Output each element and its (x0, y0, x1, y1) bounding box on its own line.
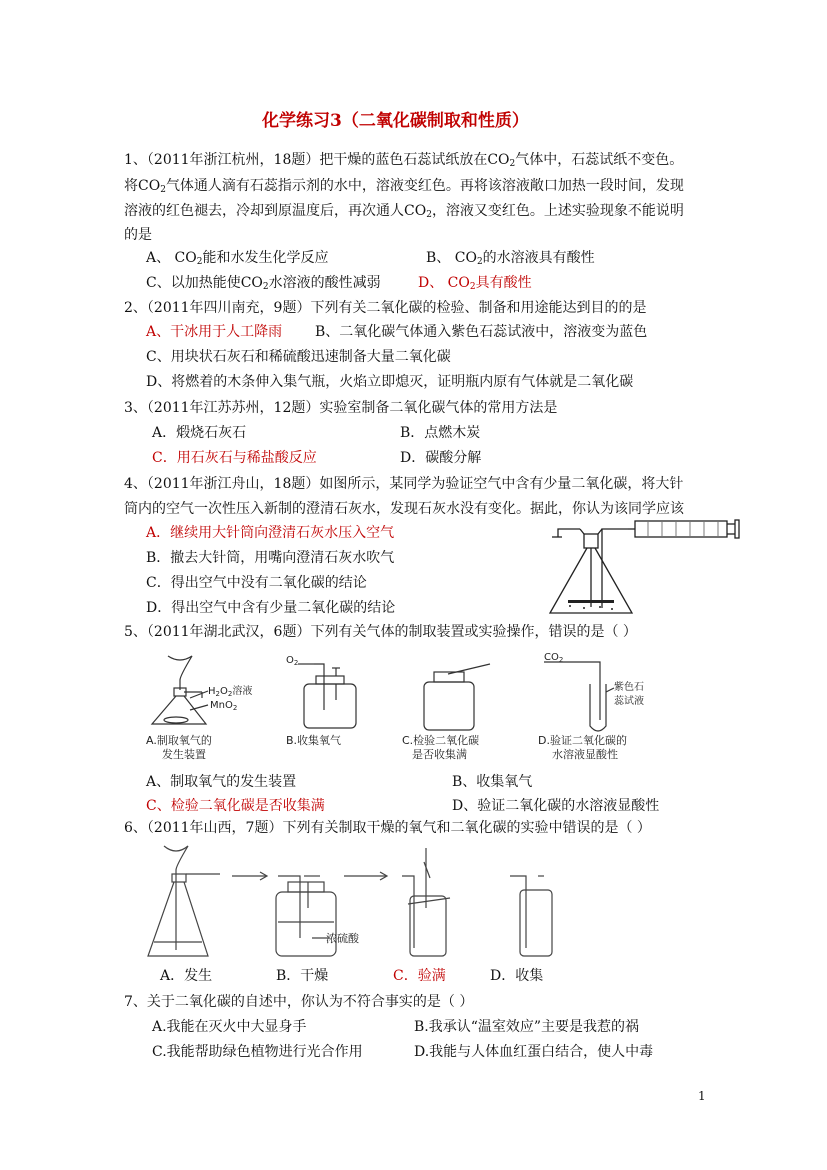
q5-option-d: D、验证二氧化碳的水溶液显酸性 (452, 798, 660, 814)
q6-option-a: A．发生 (160, 968, 213, 984)
q6-option-b: B．干燥 (276, 968, 329, 984)
q3-option-d: D．碳酸分解 (400, 450, 482, 466)
svg-text:B.收集氧气: B.收集氧气 (286, 734, 342, 747)
q5-option-c: C、检验二氧化碳是否收集满 (146, 798, 325, 814)
q1-option-a: A、 $CO_2$能和水发生化学反应 (146, 250, 329, 267)
q2-option-a: A、干冰用于人工降雨 (146, 324, 283, 340)
svg-text:MnO2: MnO$_2$ (210, 700, 238, 712)
q6-option-d: D．收集 (490, 968, 544, 984)
svg-text:是否收集满: 是否收集满 (412, 748, 467, 761)
svg-text:浓硫酸: 浓硫酸 (326, 932, 359, 945)
q1-option-c: C、以加热能使$CO_2$水溶液的酸性减弱 (146, 275, 381, 292)
q4-option-a: A．继续用大针筒向澄清石灰水压入空气 (146, 525, 395, 541)
page-title: 化学练习3（二氧化碳制取和性质） (262, 111, 529, 131)
q1-line1: 1、（2011年浙江杭州，18题）把干燥的蓝色石蕊试纸放在$CO_2$气体中，石蕊试纸不变色。 (124, 152, 684, 169)
q7-option-b: B.我承认“温室效应”主要是我惹的祸 (414, 1019, 640, 1035)
q6-stem: 6、（2011年山西，7题）下列有关制取干燥的氧气和二氧化碳的实验中错误的是（ ） (124, 820, 651, 836)
svg-text:CO2: $CO_2$ (544, 652, 564, 664)
svg-text:O2: $O_2$ (286, 655, 299, 667)
q7-option-d: D.我能与人体血红蛋白结合，使人中毒 (414, 1044, 654, 1060)
svg-text:水溶液显酸性: 水溶液显酸性 (552, 748, 618, 761)
q3-option-b: B．点燃木炭 (400, 425, 481, 441)
q5-option-b: B、收集氧气 (452, 774, 533, 790)
q2-stem: 2、（2011年四川南充，9题）下列有关二氧化碳的检验、制备和用途能达到目的的是 (124, 300, 647, 316)
q5-apparatus-figure (140, 650, 670, 770)
page-number: 1 (698, 1089, 706, 1103)
q2-option-b: B、二氧化碳气体通入紫色石蕊试液中，溶液变为蓝色 (315, 324, 648, 340)
q4-apparatus-figure (540, 512, 740, 622)
q2-option-d: D、将燃着的木条伸入集气瓶，火焰立即熄灭，证明瓶内原有气体就是二氧化碳 (146, 374, 634, 390)
svg-text:紫色石: 紫色石 (614, 682, 644, 693)
q5-stem: 5、（2011年湖北武汉，6题）下列有关气体的制取装置或实验操作，错误的是（ ） (124, 624, 637, 640)
q1-line2: 将$CO_2$气体通人滴有石蕊指示剂的水中，溶液变红色。再将该溶液敞口加热一段时间，发现 (124, 178, 684, 195)
svg-text:C.检验二氧化碳: C.检验二氧化碳 (402, 734, 480, 747)
svg-text:A.制取氧气的: A.制取氧气的 (146, 734, 212, 747)
q3-option-c: C．用石灰石与稀盐酸反应 (152, 450, 317, 466)
q6-apparatus-figure (140, 838, 580, 968)
q4-option-b: B．撤去大针筒，用嘴向澄清石灰水吹气 (146, 550, 395, 566)
q4-option-c: C．得出空气中没有二氧化碳的结论 (146, 575, 367, 591)
q4-line1: 4、（2011年浙江舟山，18题）如图所示，某同学为验证空气中含有少量二氧化碳，将大针 (124, 476, 684, 492)
q3-stem: 3、（2011年江苏苏州，12题）实验室制备二氧化碳气体的常用方法是 (124, 400, 558, 416)
q7-option-c: C.我能帮助绿色植物进行光合作用 (152, 1044, 363, 1060)
q1-line3: 溶液的红色褪去，冷却到原温度后，再次通人$CO_2$，溶液又变红色。上述实验现象不能说明 (124, 203, 684, 220)
q1-option-b: B、 $CO_2$的水溶液具有酸性 (426, 250, 595, 267)
q5-option-a: A、制取氧气的发生装置 (146, 774, 297, 790)
q1-option-d: D、 $CO_2$具有酸性 (418, 275, 532, 292)
q4-option-d: D．得出空气中含有少量二氧化碳的结论 (146, 600, 396, 616)
svg-text:发生装置: 发生装置 (162, 748, 206, 761)
q3-option-a: A．煅烧石灰石 (152, 425, 247, 441)
svg-text:H2O2溶液: $H_2O_2$溶液 (208, 686, 253, 698)
q7-stem: 7、关于二氧化碳的自述中，你认为不符合事实的是（ ） (124, 994, 474, 1010)
svg-text:D.验证二氧化碳的: D.验证二氧化碳的 (538, 734, 627, 747)
q6-option-c: C．验满 (393, 968, 446, 984)
svg-text:蕊试液: 蕊试液 (614, 696, 644, 707)
q4-line2: 筒内的空气一次性压入新制的澄清石灰水，发现石灰水没有变化。据此，你认为该同学应该 (124, 501, 684, 517)
q7-option-a: A.我能在灭火中大显身手 (152, 1019, 307, 1035)
q2-option-c: C、用块状石灰石和稀硫酸迅速制备大量二氧化碳 (146, 349, 451, 365)
q1-line4: 的是 (124, 227, 152, 243)
